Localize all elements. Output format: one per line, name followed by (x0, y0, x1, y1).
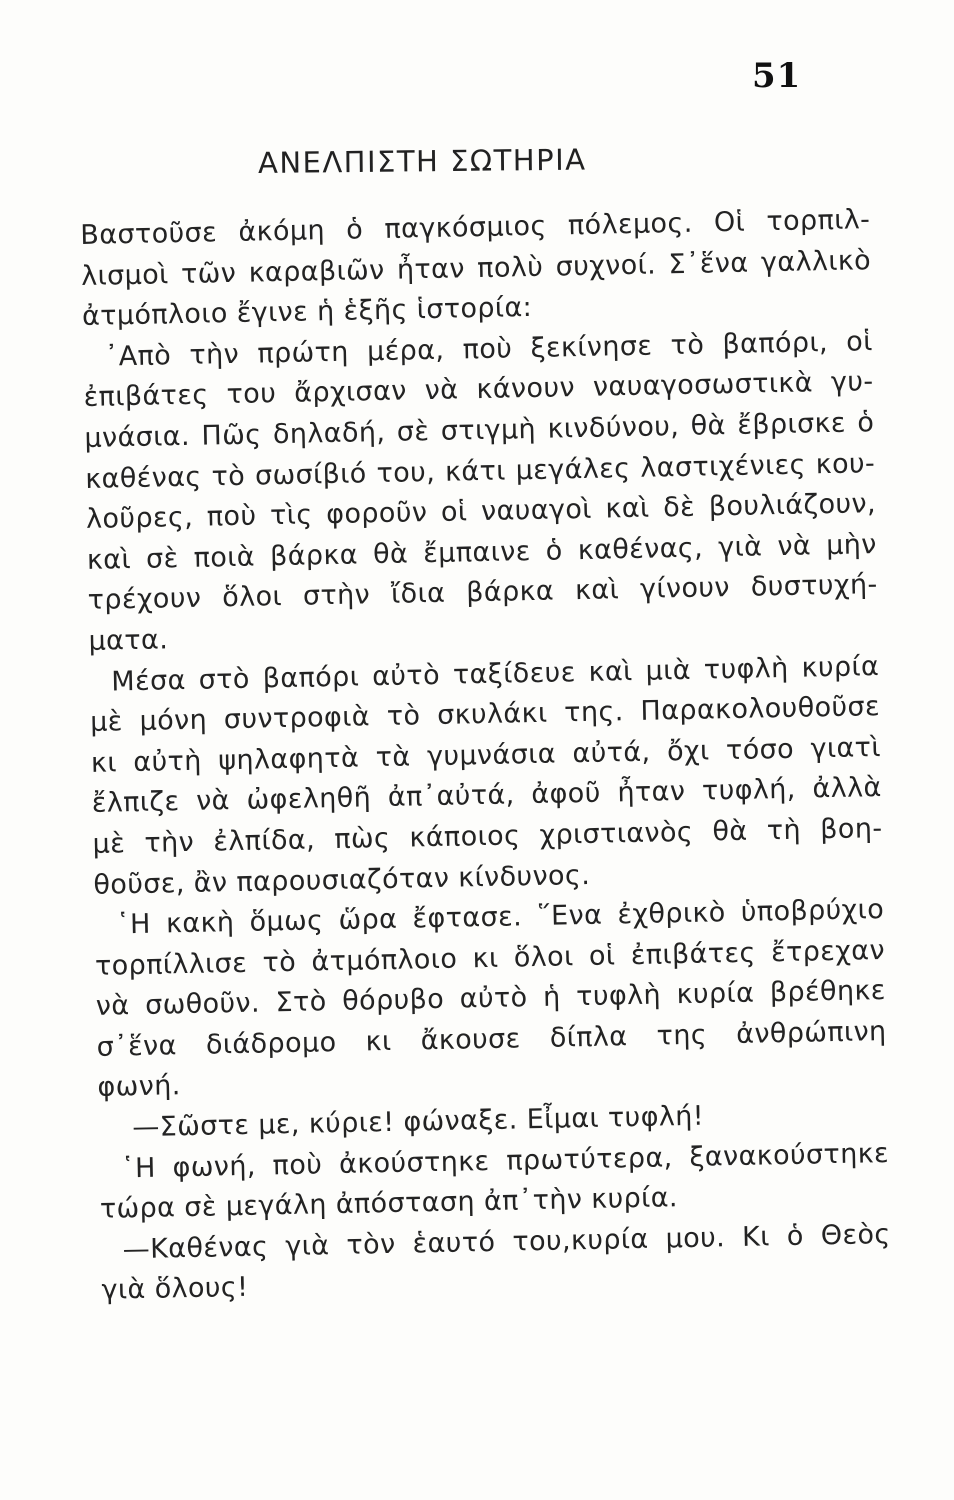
body-text (80, 200, 892, 1312)
text-line: καθένας τὸ σωσίβιό του, κάτι μεγάλες λαστιχένιες κου- (84, 447, 876, 495)
text-line: φωνή. (97, 1070, 181, 1104)
text-line: ἐπιβάτες του ἄρχισαν νὰ κάνουν ναυαγοσωστικὰ γυ- (83, 366, 874, 414)
text-line: ῾Η φωνή, ποὺ ἀκούστηκε πρωτύτερα, ξανακούστηκε (120, 1137, 890, 1185)
text-line: τορπίλλισε τὸ ἀτμόπλοιο κι ὅλοι οἱ ἐπιβάτες ἔτρεχαν (94, 934, 886, 982)
text-line: γιὰ ὅλους! (101, 1272, 249, 1307)
text-line: ἀτμόπλοιο ἔγινε ἡ ἑξῆς ἱστορία: (81, 292, 533, 333)
text-line: κι αὐτὴ ψηλαφητὰ τὰ γυμνάσια αὐτά, ὄχι τόσο γιατὶ (90, 731, 882, 779)
text-line: μὲ μόνη συντροφιὰ τὸ σκυλάκι της. Παρακολουθοῦσε (89, 691, 881, 739)
text-line: ἔλπιζε νὰ ὠφεληθῆ ἀπ᾽αὐτά, ἀφοῦ ἦταν τυφλή, ἀλλὰ (91, 772, 882, 820)
text-line: ῾Η κακὴ ὅμως ὥρα ἔφτασε. ῞Ενα ἐχθρικὸ ὑποβρύχιο (115, 894, 885, 941)
text-line: καὶ σὲ ποιὰ βάρκα θὰ ἔμπαινε ὁ καθένας, γιὰ νὰ μὴν (86, 528, 878, 576)
text-line: Μέσα στὸ βαπόρι αὐτὸ ταξίδευε καὶ μιὰ τυφλὴ κυρία (111, 650, 880, 697)
text-line: Βαστοῦσε ἀκόμη ὁ παγκόσμιος πόλεμος. Οἱ τορπιλ- (80, 204, 871, 251)
text-line: ματα. (88, 624, 169, 657)
text-line: μὲ τὴν ἐλπίδα, πὼς κάποιος χριστιανὸς θὰ τὴ βοη- (92, 812, 883, 860)
text-line: θοῦσε, ἂν παρουσιαζόταν κίνδυνος. (93, 859, 591, 901)
text-line: νὰ σωθοῦν. Στὸ θόρυβο αὐτὸ ἡ τυφλὴ κυρία βρέθηκε (95, 975, 887, 1023)
text-line: σ᾽ἕνα διάδρομο κι ἄκουσε δίπλα της ἀνθρώπινη (96, 1015, 887, 1063)
text-line: —Καθένας γιὰ τὸν ἑαυτό του,κυρία μου. Κι ὁ Θεὸς (122, 1218, 891, 1266)
text-line: λισμοὶ τῶν καραβιῶν ἦταν πολὺ συχνοί. Σ᾽ἕνα γαλλικὸ (80, 244, 872, 292)
text-line: λοῦρες, ποὺ τὶς φοροῦν οἱ ναυαγοὶ καὶ δὲ βουλιάζουν, (85, 488, 877, 536)
text-line: ᾿Απὸ τὴν πρώτη μέρα, ποὺ ξεκίνησε τὸ βαπόρι, οἱ (104, 325, 873, 373)
text-line: μνάσια. Πῶς δηλαδή, σὲ στιγμὴ κινδύνου, θὰ ἔβρισκε ὁ (84, 407, 875, 454)
text-line: τρέχουν ὅλοι στὴν ἴδια βάρκα καὶ γίνουν δυστυχή- (87, 569, 878, 617)
chapter-title: ΑΝΕΛΠΙΣΤΗ ΣΩΤΗΡΙΑ (257, 142, 587, 180)
page-number: 51 (752, 56, 802, 96)
text-line: —Σῶστε με, κύριε! φώναξε. Εἶμαι τυφλή! (131, 1100, 705, 1144)
text-line: τώρα σὲ μεγάλη ἀπόσταση ἀπ᾽τὴν κυρία. (99, 1182, 679, 1226)
